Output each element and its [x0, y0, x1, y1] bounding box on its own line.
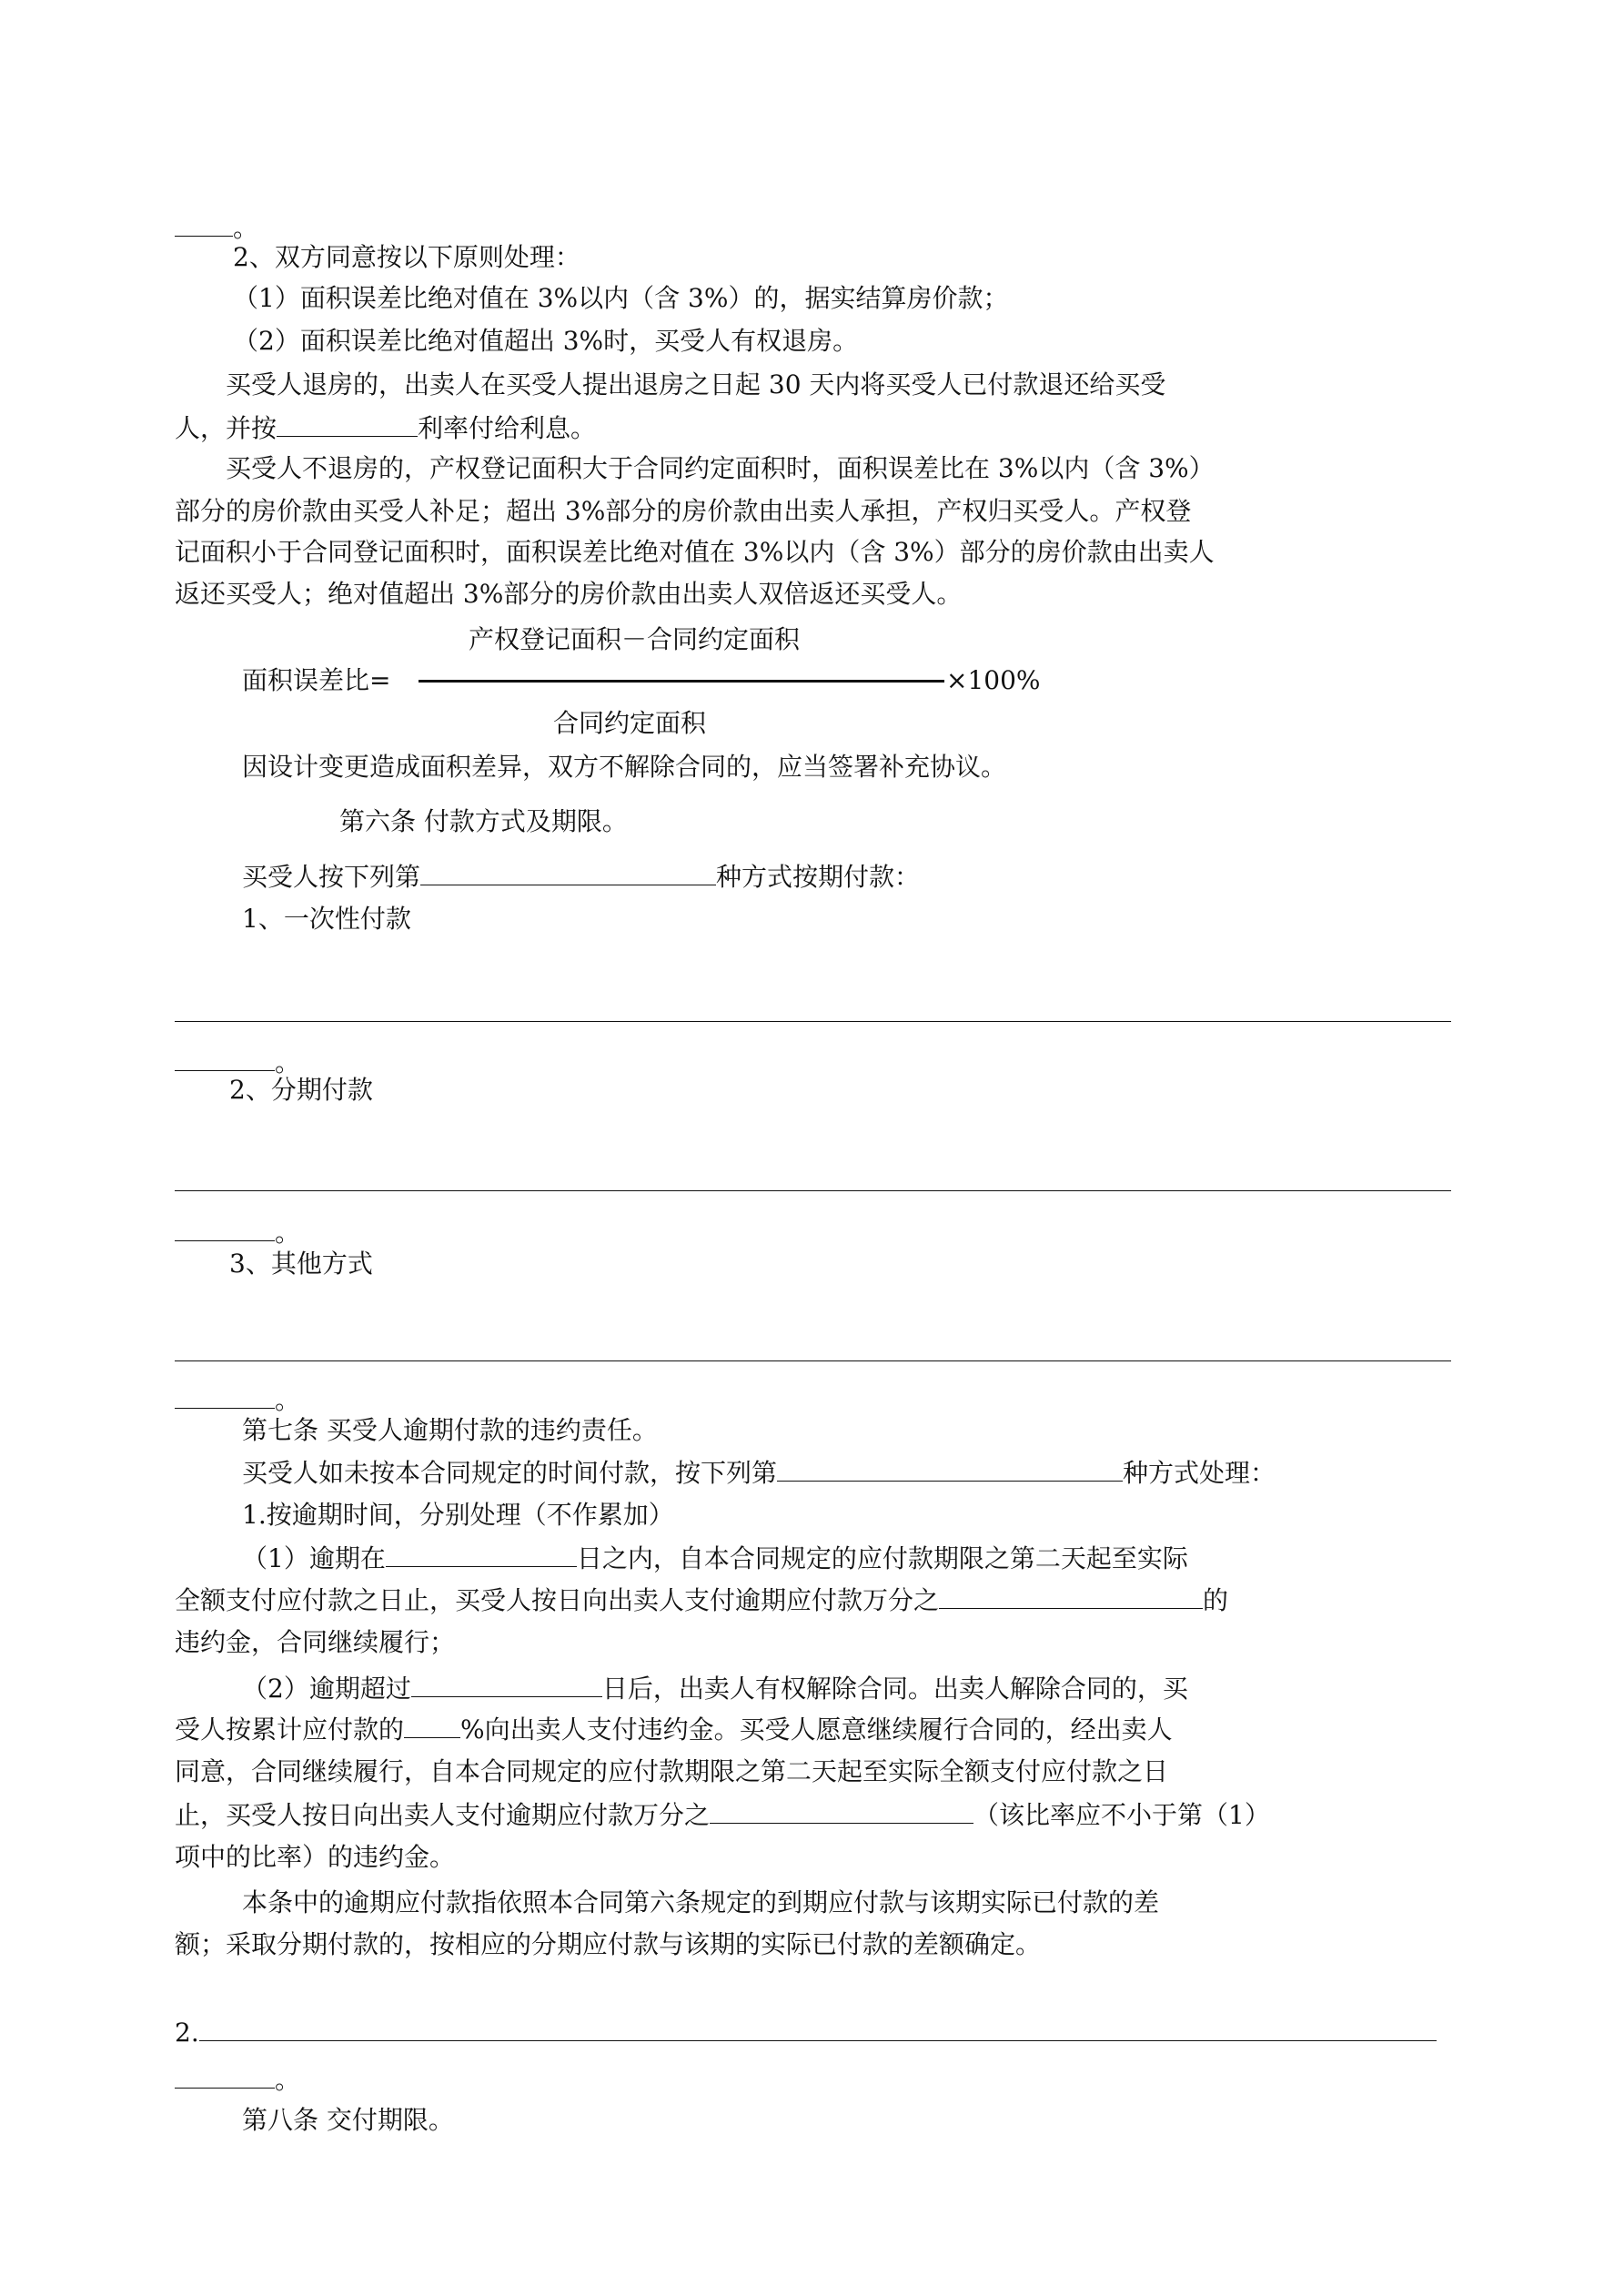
- article-8-heading: 第八条 交付期限。: [242, 2105, 454, 2135]
- option-2-end: [175, 1217, 300, 1248]
- text: 买受人如未按本合同规定的时间付款，按下列第: [242, 1458, 778, 1488]
- option-3-fill-line[interactable]: [175, 1360, 1451, 1361]
- overdue-item-1-line-1: [242, 1542, 1188, 1573]
- overdue-item-2-line-1: [242, 1673, 1188, 1704]
- payment-method-blank[interactable]: [420, 861, 716, 885]
- other-method-2-line: [175, 2017, 1437, 2048]
- text: 止，买受人按日向出卖人支付逾期应付款万分之: [175, 1800, 711, 1830]
- blank-field[interactable]: [175, 1047, 275, 1071]
- overdue-handling-intro: 1.按逾期时间，分别处理（不作累加）: [242, 1500, 674, 1530]
- option-3-end: [175, 1384, 300, 1415]
- interest-rate-blank[interactable]: [277, 412, 418, 437]
- formula-label: 面积误差比=: [242, 665, 391, 695]
- option-1-fill-line[interactable]: [175, 1021, 1451, 1022]
- article-6-heading: 第六条 付款方式及期限。: [339, 806, 628, 836]
- daily-penalty-rate-2-blank[interactable]: [710, 1799, 973, 1824]
- blank-field[interactable]: [175, 1384, 275, 1409]
- article-7-heading: 第七条 买受人逾期付款的违约责任。: [242, 1415, 658, 1445]
- payment-method-line: [242, 861, 920, 892]
- formula-fraction-bar: [419, 680, 944, 683]
- text: 全额支付应付款之日止，买受人按日向出卖人支付逾期应付款万分之: [175, 1585, 940, 1615]
- other-method-2-end: [175, 2064, 300, 2095]
- overdue-days-exceed-blank[interactable]: [411, 1673, 602, 1697]
- text: 日后，出卖人有权解除合同。出卖人解除合同的，买: [601, 1674, 1188, 1704]
- definition-line-2: 额；采取分期付款的，按相应的分期应付款与该期的实际已付款的差额确定。: [175, 1929, 1042, 1959]
- option-2-fill-line[interactable]: [175, 1190, 1451, 1191]
- overdue-item-1-line-3: 违约金，合同继续履行；: [175, 1627, 456, 1657]
- formula-denominator: 合同约定面积: [553, 708, 707, 738]
- text: 利率付给利息。: [418, 413, 597, 443]
- penalty-percent-blank[interactable]: [404, 1714, 460, 1738]
- late-payment-method-line: [242, 1457, 1276, 1488]
- text: 。: [275, 2065, 301, 2095]
- clause-item-2: （2）面积误差比绝对值超出 3%时，买受人有权退房。: [233, 326, 859, 356]
- text: 。: [275, 1385, 301, 1415]
- late-payment-method-blank[interactable]: [777, 1457, 1123, 1482]
- clause-item-1: （1）面积误差比绝对值在 3%以内（含 3%）的，据实结算房价款；: [233, 283, 1009, 313]
- text: 受人按累计应付款的: [175, 1714, 405, 1745]
- paragraph-continuation: [175, 212, 258, 243]
- text: 2.: [175, 2018, 199, 2048]
- refund-paragraph-line-2: [175, 412, 596, 443]
- no-refund-paragraph-line-2: 部分的房价款由买受人补足；超出 3%部分的房价款由出卖人承担，产权归买受人。产权登: [175, 496, 1192, 526]
- overdue-item-2-line-3: 同意，合同继续履行，自本合同规定的应付款期限之第二天起至实际全额支付应付款之日: [175, 1756, 1169, 1786]
- text: （该比率应不小于第（1）: [973, 1800, 1270, 1830]
- overdue-item-1-line-2: [175, 1584, 1228, 1615]
- formula-numerator: 产权登记面积－合同约定面积: [469, 624, 801, 654]
- overdue-item-2-line-2: [175, 1714, 1173, 1745]
- text: 买受人按下列第: [242, 862, 421, 892]
- overdue-item-2-line-5: 项中的比率）的违约金。: [175, 1842, 456, 1872]
- no-refund-paragraph-line-3: 记面积小于合同登记面积时，面积误差比绝对值在 3%以内（含 3%）部分的房价款由出卖人: [175, 537, 1215, 567]
- design-change-note: 因设计变更造成面积差异，双方不解除合同的，应当签署补充协议。: [242, 752, 1007, 782]
- option-2-label: 2、分期付款: [229, 1075, 373, 1105]
- option-1-end: [175, 1047, 300, 1077]
- daily-penalty-rate-blank[interactable]: [939, 1584, 1203, 1609]
- text: （1）逾期在: [242, 1543, 386, 1573]
- text: 人，并按: [175, 413, 277, 443]
- text: 日之内，自本合同规定的应付款期限之第二天起至实际: [576, 1543, 1188, 1573]
- overdue-days-within-blank[interactable]: [386, 1542, 577, 1567]
- text: 种方式处理：: [1123, 1458, 1276, 1488]
- text: 种方式按期付款：: [716, 862, 921, 892]
- definition-line-1: 本条中的逾期应付款指依照本合同第六条规定的到期应付款与该期实际已付款的差: [242, 1887, 1160, 1917]
- option-3-label: 3、其他方式: [229, 1249, 373, 1279]
- refund-paragraph-line-1: 买受人退房的，出卖人在买受人提出退房之日起 30 天内将买受人已付款退还给买受: [226, 369, 1166, 400]
- text: 。: [275, 1047, 301, 1077]
- overdue-item-2-line-4: [175, 1799, 1270, 1830]
- no-refund-paragraph-line-1: 买受人不退房的，产权登记面积大于合同约定面积时，面积误差比在 3%以内（含 3%）: [226, 453, 1215, 483]
- text: %向出卖人支付违约金。买受人愿意继续履行合同的，经出卖人: [460, 1714, 1173, 1745]
- formula-multiplier: ×100%: [946, 665, 1041, 695]
- text: 。: [275, 1218, 301, 1248]
- text: 的: [1203, 1585, 1229, 1615]
- blank-field[interactable]: [175, 2064, 275, 2089]
- blank-field[interactable]: [175, 212, 233, 237]
- clause-2-intro: 2、双方同意按以下原则处理：: [233, 242, 580, 272]
- blank-field[interactable]: [175, 1217, 275, 1241]
- text: 。: [233, 213, 259, 243]
- no-refund-paragraph-line-4: 返还买受人；绝对值超出 3%部分的房价款由出卖人双倍返还买受人。: [175, 579, 963, 609]
- option-1-label: 1、一次性付款: [242, 904, 411, 934]
- other-method-blank[interactable]: [199, 2017, 1437, 2041]
- text: （2）逾期超过: [242, 1674, 411, 1704]
